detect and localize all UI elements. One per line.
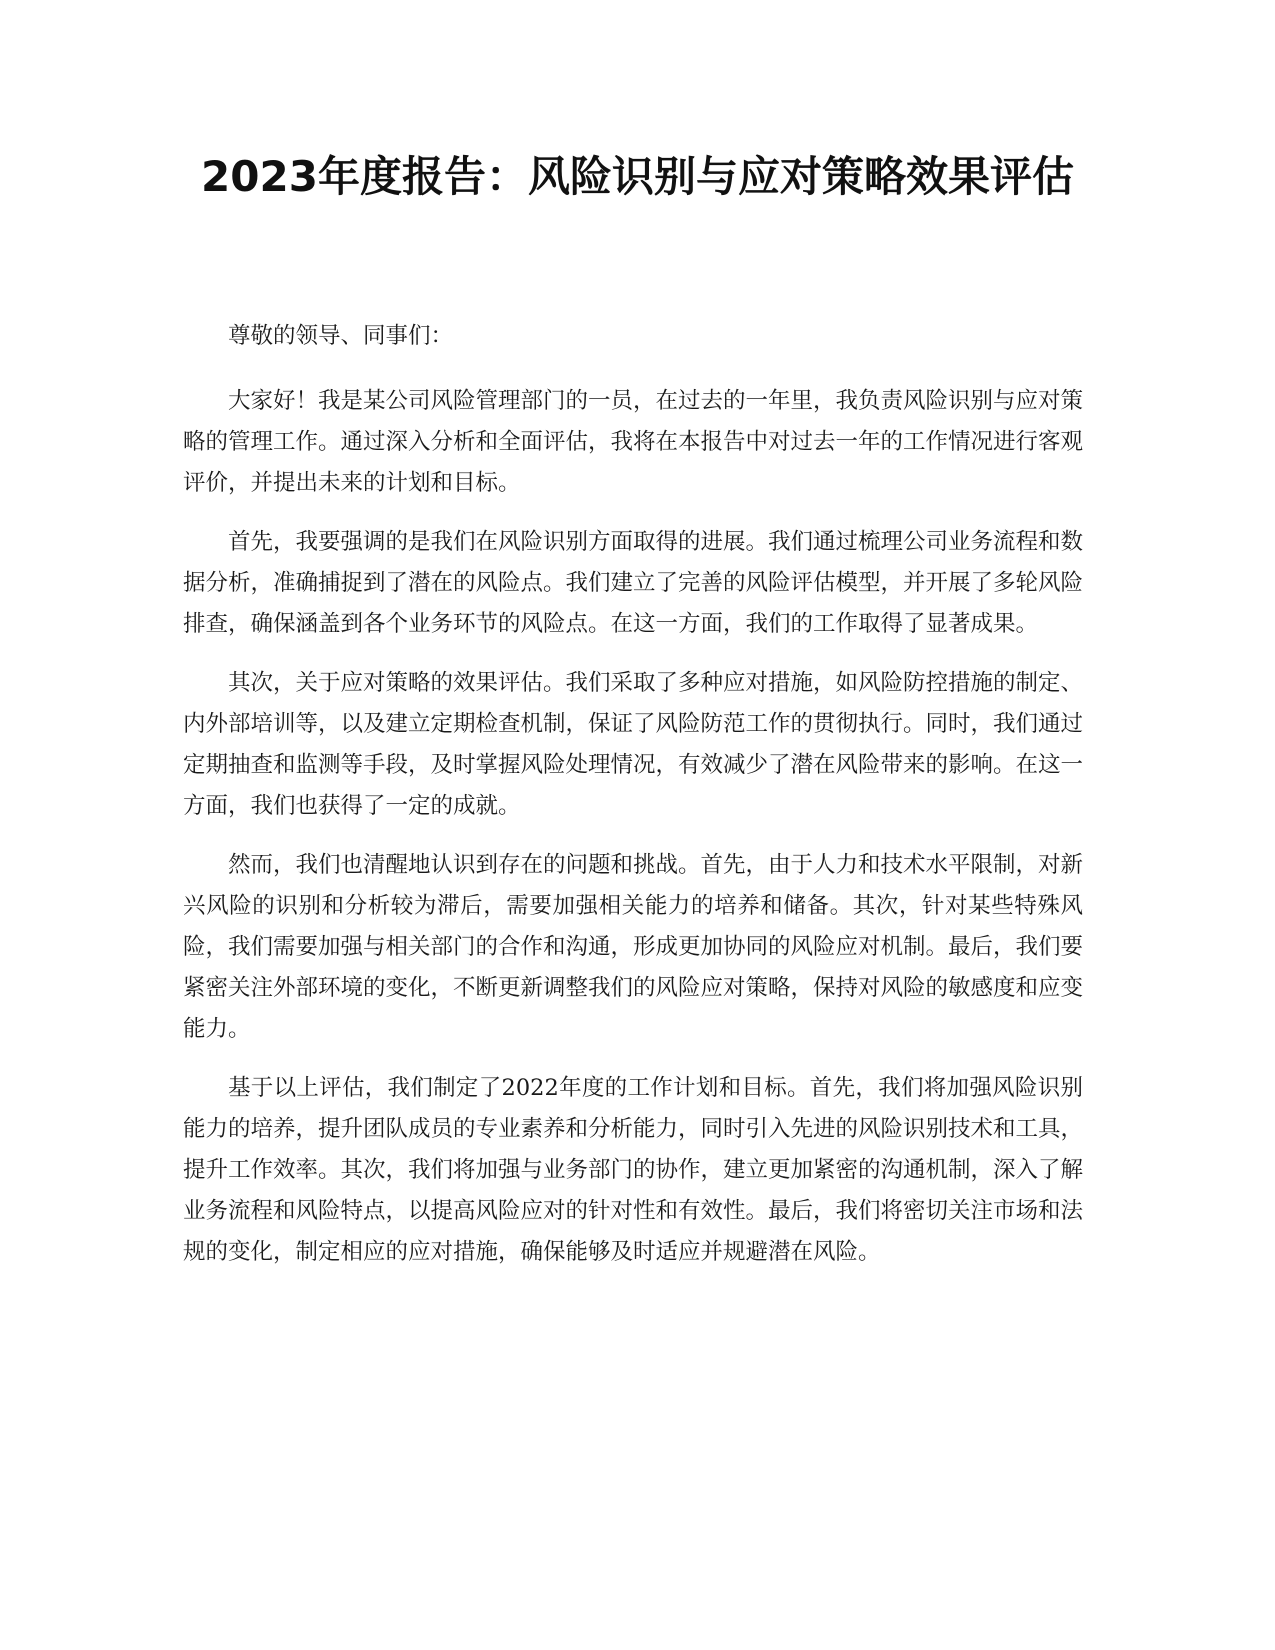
paragraph-plans-goals: 基于以上评估，我们制定了2022年度的工作计划和目标。首先，我们将加强风险识别能力的培养，提升团队成员的专业素养和分析能力，同时引入先进的风险识别技术和工具，提升工作效率。其次，我们将加强与业务部门的协作，建立更加紧密的沟通机制，深入了解业务流程和风险特点，以提高风险应对的针对性和有效性。最后，我们将密切关注市场和法规的变化，制定相应的应对措施，确保能够及时适应并规避潜在风险。 (183, 1075, 1084, 1265)
paragraph-risk-identification: 首先，我要强调的是我们在风险识别方面取得的进展。我们通过梳理公司业务流程和数据分析，准确捕捉到了潜在的风险点。我们建立了完善的风险评估模型，并开展了多轮风险排查，确保涵盖到各个业务环节的风险点。在这一方面，我们的工作取得了显著成果。 (183, 529, 1084, 637)
salutation: 尊敬的领导、同事们： (228, 323, 454, 349)
paragraph-strategy-evaluation: 其次，关于应对策略的效果评估。我们采取了多种应对措施，如风险防控措施的制定、内外部培训等，以及建立定期检查机制，保证了风险防范工作的贯彻执行。同时，我们通过定期抽查和监测等手段，及时掌握风险处理情况，有效减少了潜在风险带来的影响。在这一方面，我们也获得了一定的成就。 (183, 670, 1084, 819)
document-title: 2023年度报告：风险识别与应对策略效果评估 (201, 152, 1074, 201)
paragraph-problems-challenges: 然而，我们也清醒地认识到存在的问题和挑战。首先，由于人力和技术水平限制，对新兴风险的识别和分析较为滞后，需要加强相关能力的培养和储备。其次，针对某些特殊风险，我们需要加强与相关部门的合作和沟通，形成更加协同的风险应对机制。最后，我们要紧密关注外部环境的变化，不断更新调整我们的风险应对策略，保持对风险的敏感度和应变能力。 (183, 852, 1084, 1042)
document-body (183, 316, 1083, 1291)
paragraph-intro: 大家好！我是某公司风险管理部门的一员，在过去的一年里，我负责风险识别与应对策略的管理工作。通过深入分析和全面评估，我将在本报告中对过去一年的工作情况进行客观评价，并提出未来的计划和目标。 (183, 388, 1084, 496)
